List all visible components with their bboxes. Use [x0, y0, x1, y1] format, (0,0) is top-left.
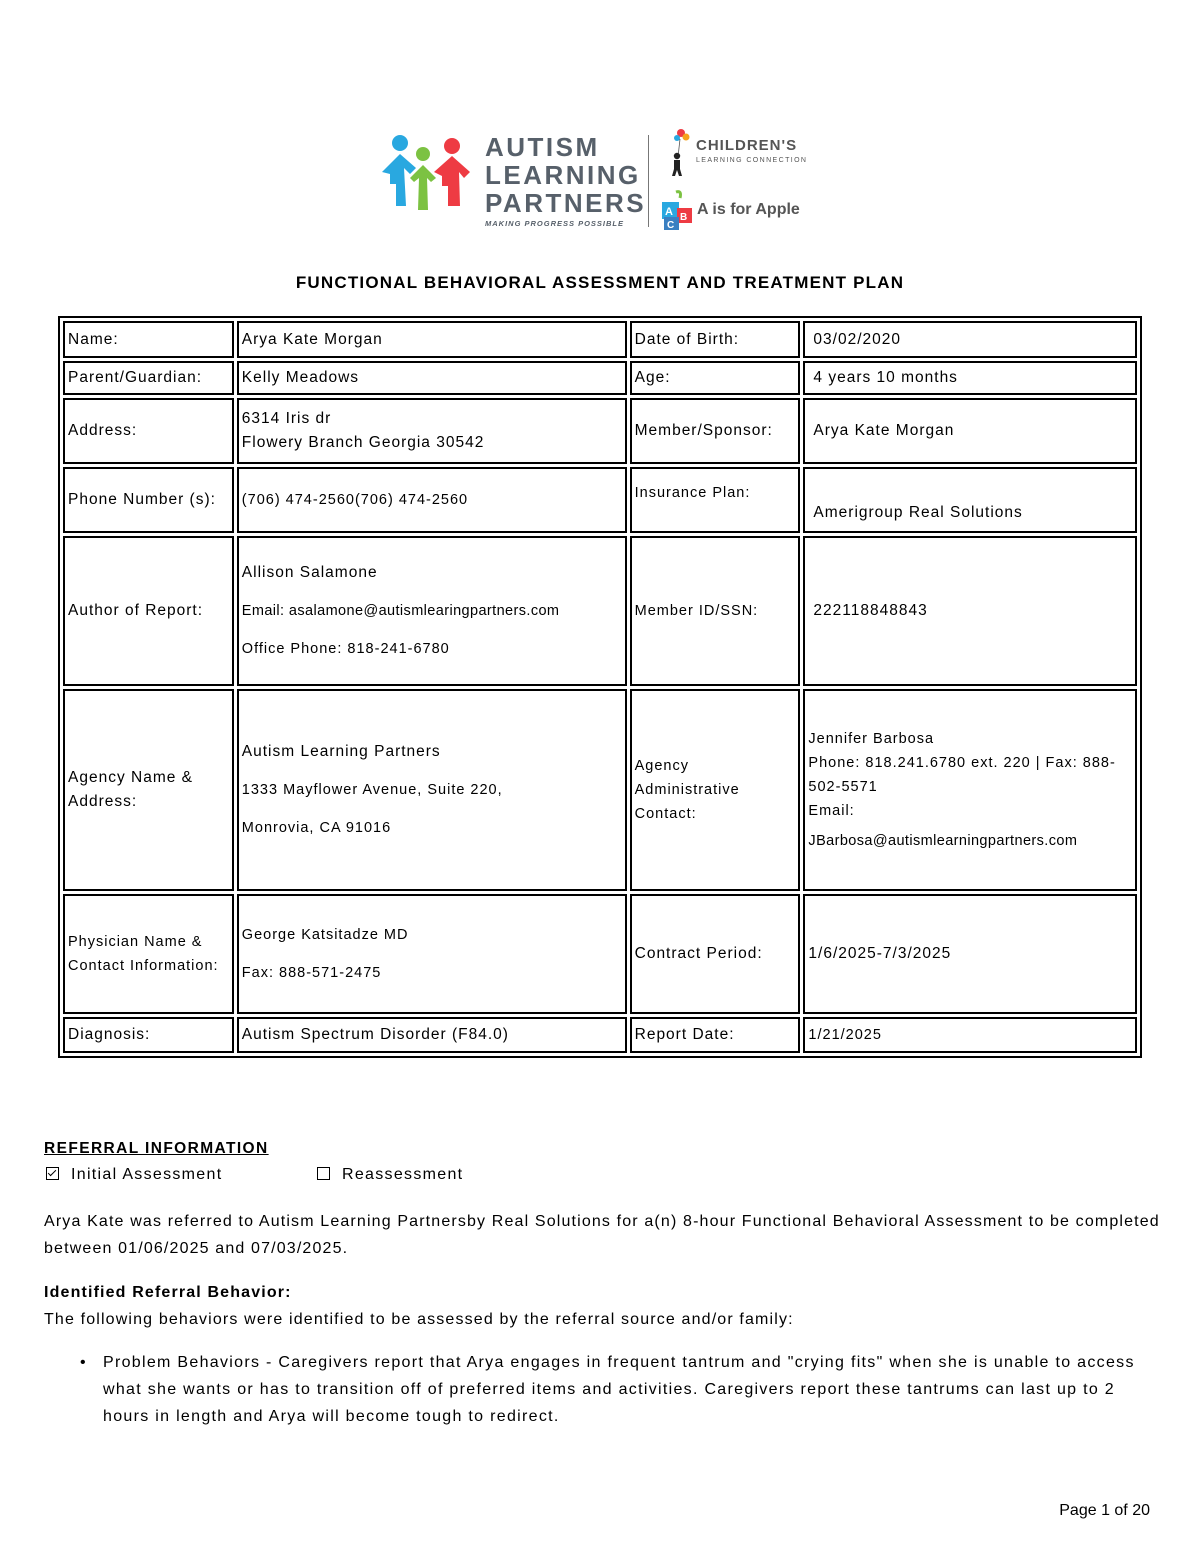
- a-is-for-apple-logo: [660, 190, 800, 237]
- age-value: 4 years 10 months: [803, 361, 1137, 395]
- block-letter-b: B: [680, 212, 688, 223]
- diagnosis-value: Autism Spectrum Disorder (F84.0): [237, 1017, 627, 1053]
- insurance-label: Insurance Plan:: [630, 467, 801, 533]
- spacer: [242, 585, 622, 599]
- author-label: Author of Report:: [63, 536, 234, 686]
- physician-value: [237, 894, 627, 1014]
- table-row: [63, 536, 1137, 686]
- logo-line-autism: AUTISM: [485, 132, 600, 162]
- physician-fax: Fax: 888-571-2475: [241, 965, 382, 981]
- agency-value: [237, 689, 627, 891]
- phone-value: (706) 474-2560(706) 474-2560: [237, 467, 627, 533]
- member-id-value: 222118848843: [803, 536, 1137, 686]
- logo-line-learning: LEARNING: [485, 160, 641, 190]
- spacer: [242, 623, 622, 637]
- behavior-list: [80, 1349, 1140, 1430]
- logo-divider: [648, 135, 649, 227]
- author-email: Email: asalamone@autismlearingpartners.com: [241, 603, 560, 619]
- block-letter-a: A: [665, 206, 673, 218]
- admin-label: Agency Administrative Contact:: [630, 689, 801, 891]
- bullet-icon: •: [80, 1354, 87, 1371]
- initial-assessment-option[interactable]: [46, 1166, 222, 1184]
- guardian-value: Kelly Meadows: [237, 361, 627, 395]
- logo-line-partners: PARTNERS: [485, 188, 647, 218]
- address-line-1: 6314 Iris dr: [241, 410, 332, 427]
- report-date-label: Report Date:: [630, 1017, 801, 1053]
- contract-label: Contract Period:: [630, 894, 801, 1014]
- agency-street: 1333 Mayflower Avenue, Suite 220,: [241, 782, 503, 798]
- admin-email-label: Email:: [808, 803, 855, 819]
- physician-label: Physician Name & Contact Information:: [63, 894, 234, 1014]
- referral-paragraph: Arya Kate was referred to Autism Learning Partnersby Real Solutions for a(n) 8-hour Functional Behavioral Assessment to be completed between 01/06/2025 and 07/03/2025.: [44, 1213, 1160, 1257]
- abc-blocks-icon: [660, 190, 694, 232]
- physician-name: George Katsitadze MD: [241, 927, 409, 943]
- address-line-2: Flowery Branch Georgia 30542: [241, 434, 485, 451]
- spacer: [242, 764, 622, 778]
- table-row: [63, 321, 1137, 358]
- agency-city: Monrovia, CA 91016: [241, 820, 392, 836]
- dob-value: 03/02/2020: [803, 321, 1137, 358]
- admin-email: JBarbosa@autismlearningpartners.com: [808, 833, 1078, 849]
- behavior-heading: Identified Referral Behavior:: [44, 1284, 292, 1301]
- reassessment-label: Reassessment: [342, 1166, 464, 1183]
- member-value: Arya Kate Morgan: [803, 398, 1137, 464]
- header-logos: [0, 0, 1200, 240]
- behavior-bullet-text: Problem Behaviors - Caregivers report that Arya engages in frequent tantrum and "crying fits" when she is unable to access what she wants or has to transition off of preferred items and activities. Caregivers report these tantrums can last up to 2 hours in length and Arya will become tough to redirect.: [103, 1354, 1135, 1425]
- checkbox-empty-icon[interactable]: [317, 1167, 330, 1180]
- table-row: [63, 1017, 1137, 1053]
- member-id-label: Member ID/SSN:: [630, 536, 801, 686]
- checkbox-checked-icon[interactable]: [46, 1167, 59, 1180]
- name-label: Name:: [63, 321, 234, 358]
- insurance-value: Amerigroup Real Solutions: [803, 467, 1137, 533]
- spacer: [242, 947, 622, 961]
- admin-name: Jennifer Barbosa: [808, 731, 935, 747]
- table-row: [63, 361, 1137, 395]
- document-title: FUNCTIONAL BEHAVIORAL ASSESSMENT AND TREATMENT PLAN: [295, 273, 905, 292]
- clc-subtitle: LEARNING CONNECTION: [696, 157, 808, 164]
- list-item: [80, 1349, 1140, 1430]
- behavior-section: [44, 1279, 1164, 1333]
- logo-tagline: MAKING PROGRESS POSSIBLE: [485, 219, 625, 228]
- contract-value: 1/6/2025-7/3/2025: [803, 894, 1137, 1014]
- report-date-value: 1/21/2025: [803, 1017, 1137, 1053]
- reassessment-option[interactable]: [317, 1166, 463, 1184]
- address-value: [237, 398, 627, 464]
- dob-label: Date of Birth:: [630, 321, 801, 358]
- table-row: [63, 689, 1137, 891]
- age-label: Age:: [630, 361, 801, 395]
- admin-phone: Phone: 818.241.6780 ext. 220 | Fax: 888-502-5571: [808, 755, 1116, 795]
- admin-value: [803, 689, 1137, 891]
- apple-name: A is for Apple: [697, 201, 800, 218]
- autism-learning-partners-wordmark: [485, 133, 646, 228]
- autism-learning-partners-logo-icon: [376, 134, 472, 214]
- table-row: [63, 894, 1137, 1014]
- phone-label: Phone Number (s):: [63, 467, 234, 533]
- table-row: [63, 467, 1137, 533]
- behavior-intro: The following behaviors were identified to be assessed by the referral source and/or family:: [44, 1311, 794, 1328]
- agency-label: Agency Name & Address:: [63, 689, 234, 891]
- author-value: [237, 536, 627, 686]
- block-letter-c: C: [667, 220, 675, 231]
- agency-name: Autism Learning Partners: [241, 743, 441, 760]
- diagnosis-label: Diagnosis:: [63, 1017, 234, 1053]
- clc-name: CHILDREN'S: [696, 137, 798, 154]
- referral-heading: REFERRAL INFORMATION: [44, 1140, 269, 1157]
- spacer: [242, 802, 622, 816]
- childrens-learning-connection-logo: [668, 127, 808, 182]
- client-info-table: [58, 316, 1142, 1058]
- guardian-label: Parent/Guardian:: [63, 361, 234, 395]
- address-label: Address:: [63, 398, 234, 464]
- table-row: [63, 398, 1137, 464]
- author-phone: Office Phone: 818-241-6780: [241, 641, 450, 657]
- initial-assessment-label: Initial Assessment: [71, 1166, 223, 1183]
- page-number: Page 1 of 20: [1059, 1502, 1150, 1519]
- member-label: Member/Sponsor:: [630, 398, 801, 464]
- name-value: Arya Kate Morgan: [237, 321, 627, 358]
- child-balloon-icon: [668, 127, 692, 177]
- author-name: Allison Salamone: [241, 564, 378, 581]
